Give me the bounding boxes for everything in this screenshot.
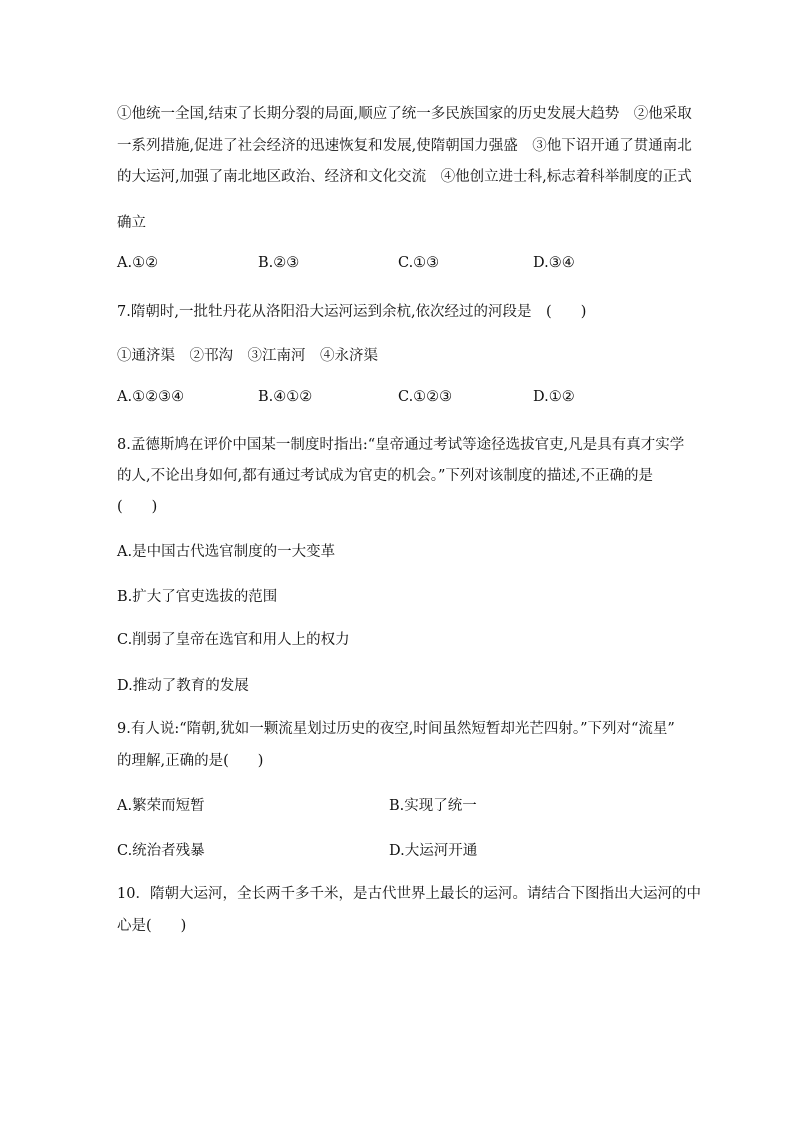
q8-stem-line-1: 8.孟德斯鸠在评价中国某一制度时指出:“皇帝通过考试等途径选拔官吏,凡是具有真才实学 — [117, 437, 685, 453]
q8-stem-line-2: 的人,不论出身如何,都有通过考试成为官吏的机会。”下列对该制度的描述,不正确的是 — [117, 468, 653, 484]
q6-option-a[interactable]: A.①② — [117, 255, 159, 271]
q8-option-b[interactable]: B.扩大了官吏选拔的范围 — [117, 589, 278, 605]
q6-option-b[interactable]: B.②③ — [258, 255, 300, 271]
q9-option-d[interactable]: D.大运河开通 — [389, 843, 478, 859]
q7-stem: 7.隋朝时,一批牡丹花从洛阳沿大运河运到余杭,依次经过的河段是 ( ) — [117, 304, 587, 320]
q6-statement-line-2: 一系列措施,促进了社会经济的迅速恢复和发展,使隋朝国力强盛 ③他下诏开通了贯通南北 — [117, 138, 692, 154]
q7-option-b[interactable]: B.④①② — [258, 389, 313, 405]
q6-statement-line-4: 确立 — [117, 215, 146, 231]
q10-stem-line-2: 心是( ) — [117, 918, 187, 934]
q8-option-d[interactable]: D.推动了教育的发展 — [117, 678, 249, 694]
q6-statement-line-1: ①他统一全国,结束了长期分裂的局面,顺应了统一多民族国家的历史发展大趋势 ②他采取 — [117, 106, 692, 122]
q8-option-c[interactable]: C.削弱了皇帝在选官和用人上的权力 — [117, 632, 350, 648]
q7-option-d[interactable]: D.①② — [533, 389, 575, 405]
q10-stem-line-1: 10．隋朝大运河，全长两千多千米，是古代世界上最长的运河。请结合下图指出大运河的中 — [117, 886, 701, 902]
q7-option-c[interactable]: C.①②③ — [398, 389, 453, 405]
q8-option-a[interactable]: A.是中国古代选官制度的一大变革 — [117, 544, 336, 560]
q6-statement-line-3: 的大运河,加强了南北地区政治、经济和文化交流 ④他创立进士科,标志着科举制度的正式 — [117, 169, 692, 185]
q7-items: ①通济渠 ②邗沟 ③江南河 ④永济渠 — [117, 348, 378, 364]
q8-stem-line-3: ( ) — [117, 499, 158, 515]
q6-option-c[interactable]: C.①③ — [398, 255, 440, 271]
q7-option-a[interactable]: A.①②③④ — [117, 389, 185, 405]
q9-option-a[interactable]: A.繁荣而短暂 — [117, 798, 205, 814]
q9-stem-line-2: 的理解,正确的是( ) — [117, 753, 264, 769]
q9-stem-line-1: 9.有人说:“隋朝,犹如一颗流星划过历史的夜空,时间虽然短暂却光芒四射。”下列对“流星” — [117, 721, 675, 737]
q9-option-c[interactable]: C.统治者残暴 — [117, 843, 205, 859]
q9-option-b[interactable]: B.实现了统一 — [389, 798, 477, 814]
q6-option-d[interactable]: D.③④ — [533, 255, 575, 271]
